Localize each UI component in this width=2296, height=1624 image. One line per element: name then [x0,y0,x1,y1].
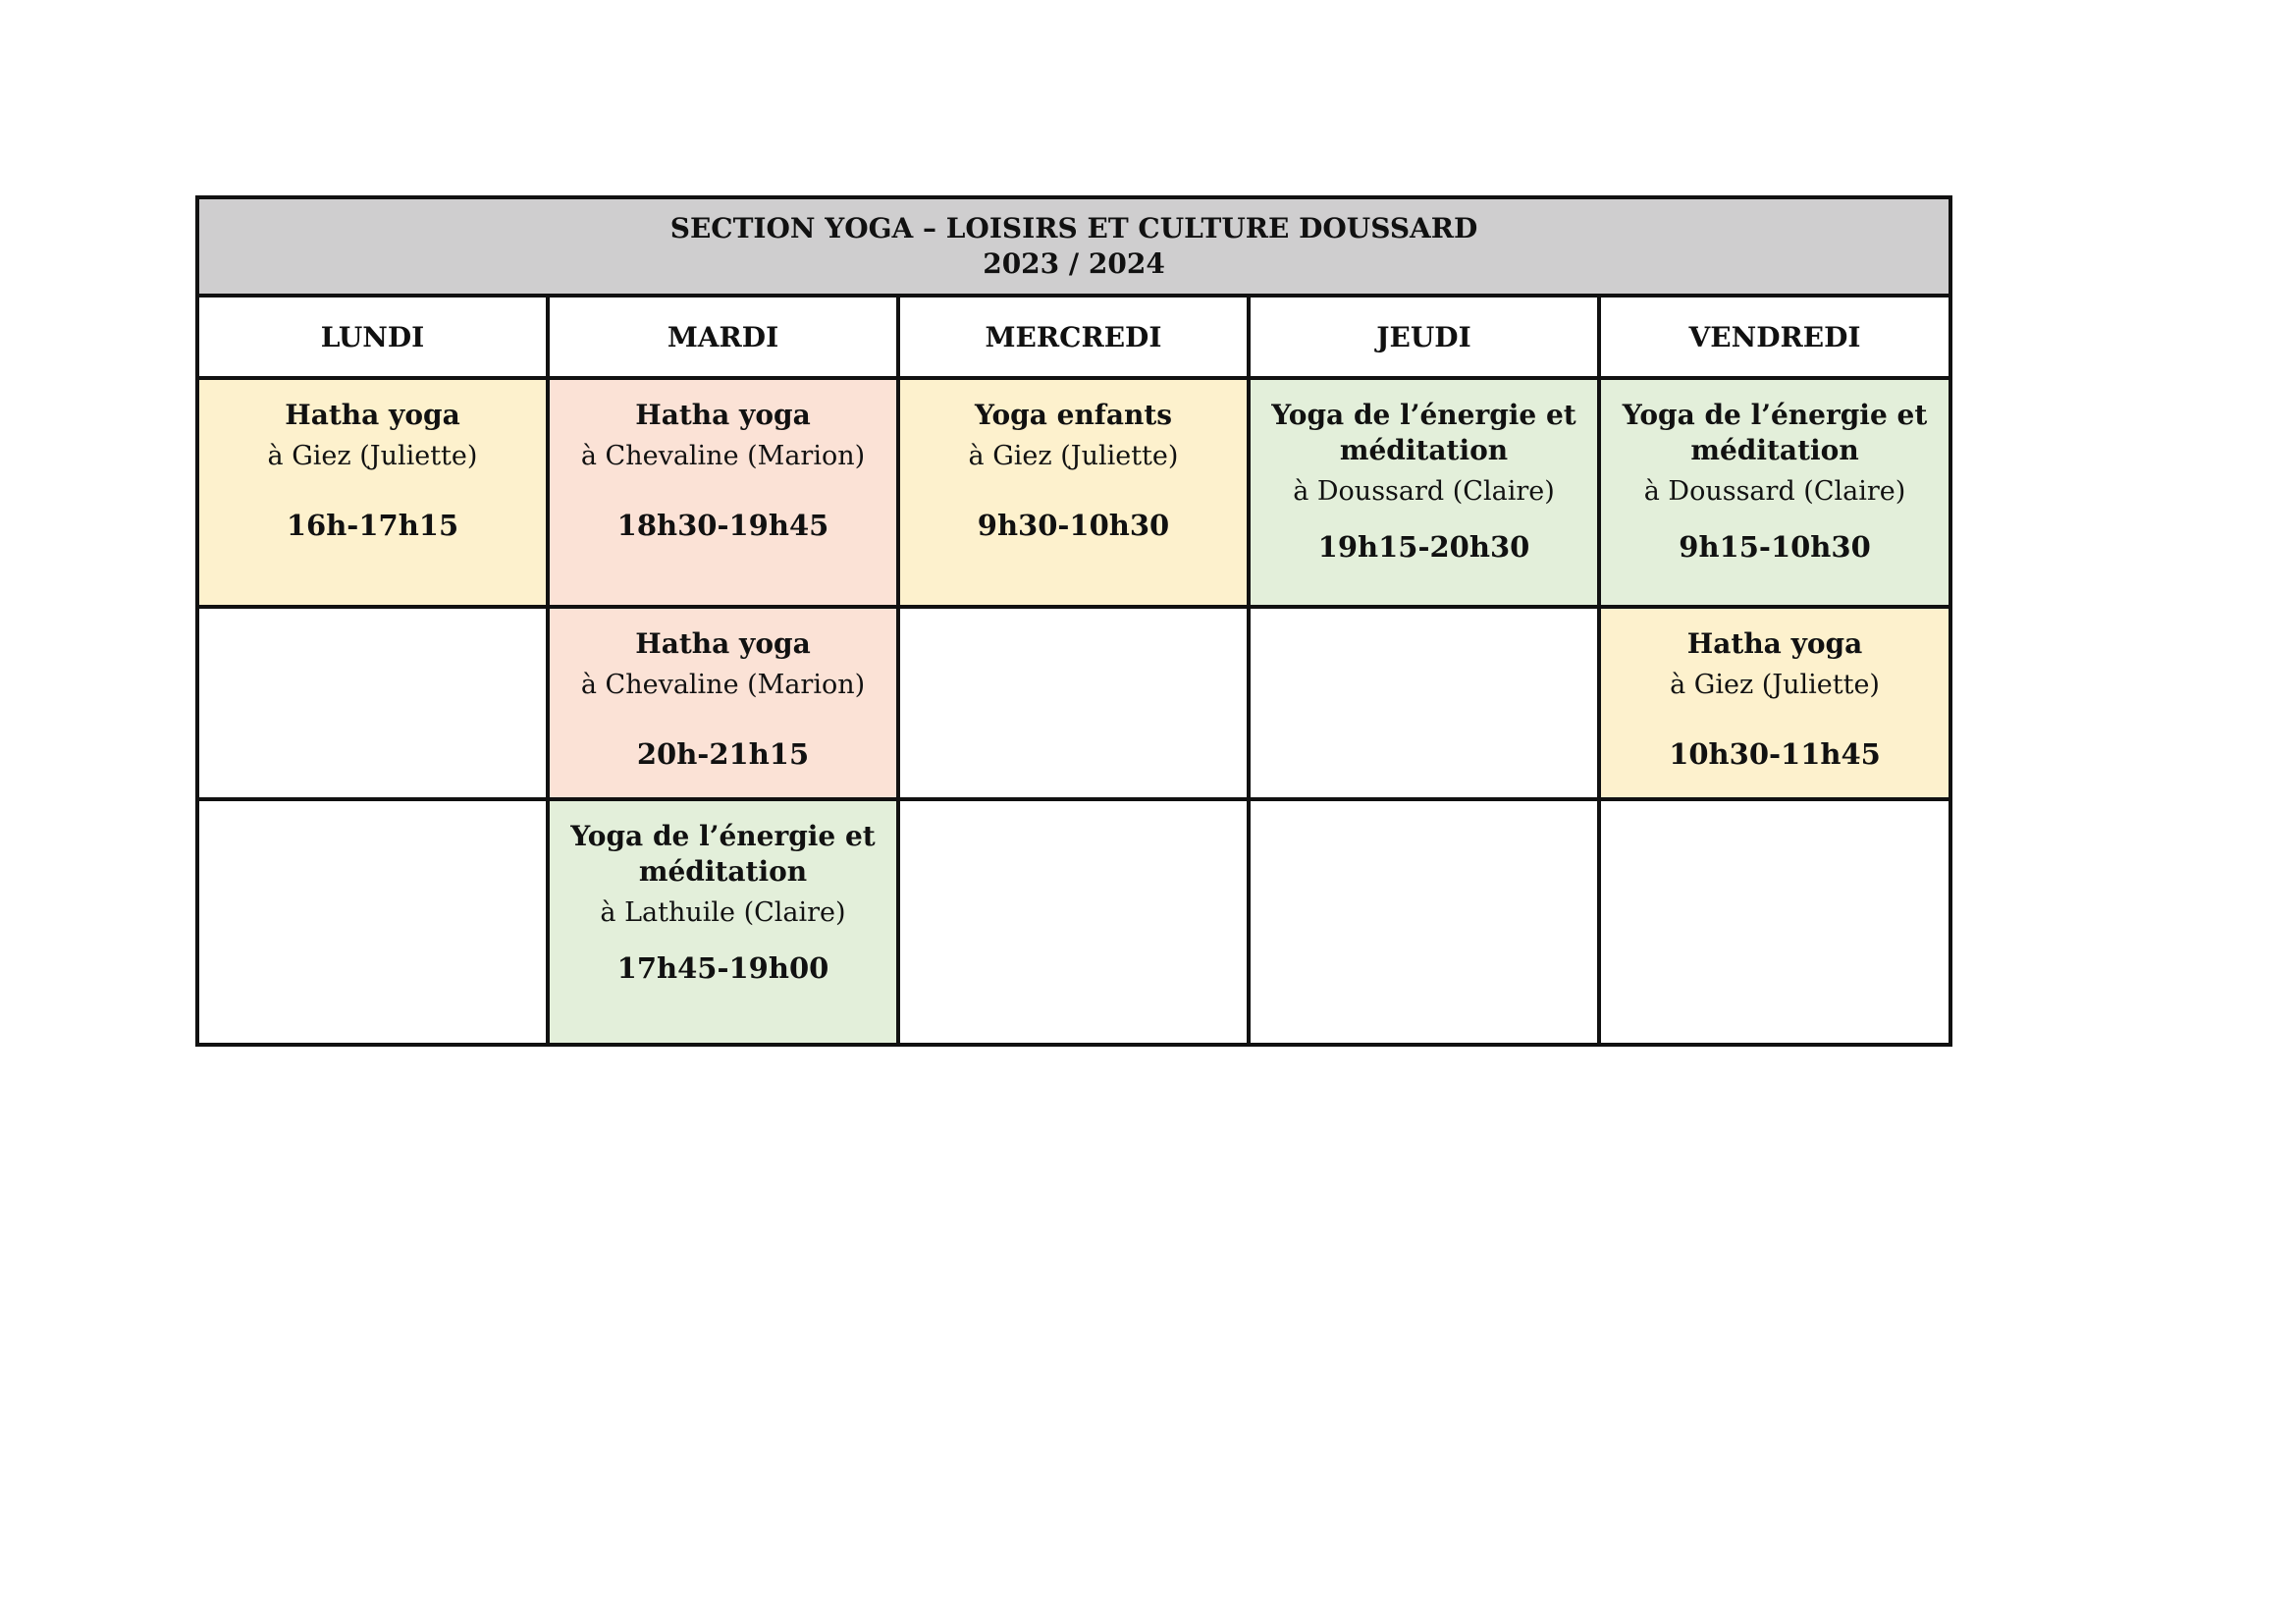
class-place: à Doussard (Claire) [1643,476,1906,507]
title-line-1: SECTION YOGA – LOISIRS ET CULTURE DOUSSARD [669,212,1478,244]
day-header-vendredi: VENDREDI [1599,296,1950,378]
class-time: 10h30-11h45 [1669,737,1881,771]
empty-cell [1249,799,1599,1045]
class-time: 9h30-10h30 [977,509,1170,542]
class-activity: Yoga de l’énergie et méditation [1271,399,1576,466]
class-cell [898,378,1249,607]
empty-cell [197,607,548,799]
day-header-jeudi: JEUDI [1249,296,1599,378]
class-cell [197,378,548,607]
class-activity: Hatha yoga [1686,627,1863,660]
class-cell [1599,607,1950,799]
class-time: 9h15-10h30 [1679,530,1871,564]
class-place: à Giez (Juliette) [968,441,1179,471]
class-activity: Hatha yoga [635,399,811,431]
class-cell [1249,378,1599,607]
empty-cell [1599,799,1950,1045]
class-time: 20h-21h15 [636,737,810,771]
class-time: 19h15-20h30 [1317,530,1530,564]
class-place: à Lathuile (Claire) [600,897,846,928]
class-place: à Giez (Juliette) [1670,670,1880,700]
title-line-2: 2023 / 2024 [983,247,1165,280]
class-time: 16h-17h15 [286,509,459,542]
yoga-schedule-table [195,195,1952,1047]
class-place: à Chevaline (Marion) [580,441,866,471]
class-time: 18h30-19h45 [616,509,829,542]
class-activity: Hatha yoga [285,399,460,431]
class-time: 17h45-19h00 [616,951,829,985]
class-place: à Chevaline (Marion) [580,670,866,700]
schedule-title [197,197,1950,296]
class-activity: Yoga de l’énergie et méditation [1622,399,1928,466]
empty-cell [898,607,1249,799]
class-cell [548,378,898,607]
class-place: à Giez (Juliette) [267,441,478,471]
day-header-mercredi: MERCREDI [898,296,1249,378]
class-cell [548,607,898,799]
empty-cell [898,799,1249,1045]
class-activity: Hatha yoga [635,627,811,660]
class-place: à Doussard (Claire) [1293,476,1555,507]
empty-cell [1249,607,1599,799]
class-activity: Yoga de l’énergie et méditation [570,820,876,888]
day-header-lundi: LUNDI [197,296,548,378]
class-activity: Yoga enfants [974,399,1173,431]
empty-cell [197,799,548,1045]
class-cell [548,799,898,1045]
day-header-mardi: MARDI [548,296,898,378]
class-cell [1599,378,1950,607]
